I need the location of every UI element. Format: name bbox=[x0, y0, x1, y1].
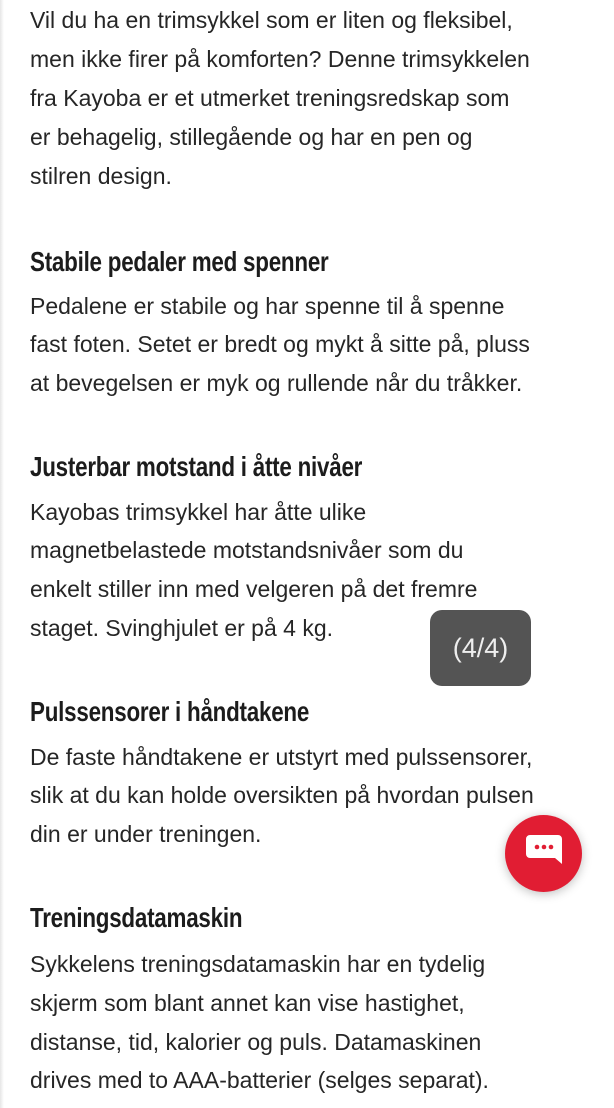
chat-bubble-icon bbox=[524, 832, 564, 875]
section-line: enkelt stiller inn med velgeren på det fremre bbox=[30, 576, 478, 602]
section-line: din er under treningen. bbox=[30, 821, 262, 847]
intro-line: Vil du ha en trimsykkel som er liten og fleksibel, bbox=[30, 7, 513, 33]
image-counter: (4/4) bbox=[430, 610, 531, 686]
chat-button[interactable] bbox=[505, 815, 582, 892]
page-edge bbox=[0, 0, 4, 1108]
section-line: Kayobas trimsykkel har åtte ulike bbox=[30, 499, 367, 525]
section-line: drives med to AAA-batterier (selges separat). bbox=[30, 1067, 489, 1093]
section-line: slik at du kan holde oversikten på hvordan pulsen bbox=[30, 782, 534, 808]
intro-line: men ikke firer på komforten? Denne trimsykkelen bbox=[30, 46, 530, 72]
section-line: Pedalene er stabile og har spenne til å spenne bbox=[30, 293, 505, 319]
intro-line: fra Kayoba er et utmerket treningsredskap som bbox=[30, 85, 510, 111]
section-line: skjerm som blant annet kan vise hastighet, bbox=[30, 990, 465, 1016]
section-line: distanse, tid, kalorier og puls. Datamaskinen bbox=[30, 1029, 482, 1055]
section-heading: Stabile pedaler med spenner bbox=[30, 246, 329, 277]
section-line: at bevegelsen er myk og rullende når du tråkker. bbox=[30, 370, 523, 396]
section-line: magnetbelastede motstandsnivåer som du bbox=[30, 537, 464, 563]
intro-line: er behagelig, stillegående og har en pen og bbox=[30, 124, 473, 150]
section-heading: Pulssensorer i håndtakene bbox=[30, 696, 310, 727]
intro-line: stilren design. bbox=[30, 163, 172, 189]
section-line: De faste håndtakene er utstyrt med pulssensorer, bbox=[30, 744, 533, 770]
section-heading: Treningsdatamaskin bbox=[30, 902, 243, 933]
section-heading: Justerbar motstand i åtte nivåer bbox=[30, 451, 363, 482]
section-line: staget. Svinghjulet er på 4 kg. bbox=[30, 615, 334, 641]
section-line: fast foten. Setet er bredt og mykt å sitte på, pluss bbox=[30, 331, 530, 357]
section-line: Sykkelens treningsdatamaskin har en tydelig bbox=[30, 951, 486, 977]
